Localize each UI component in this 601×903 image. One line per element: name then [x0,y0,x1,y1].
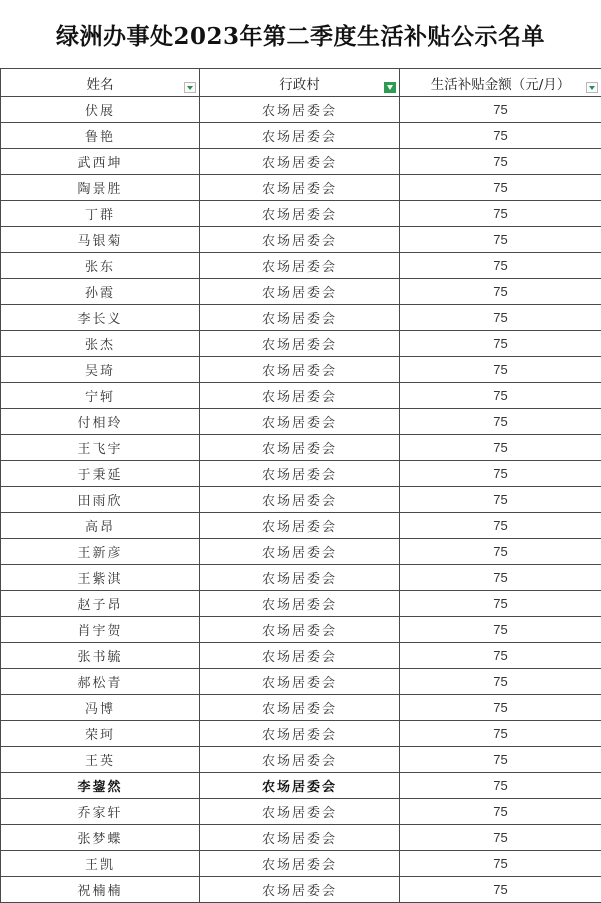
table-row [1,227,601,253]
cell-name[interactable]: 李长义 [1,305,200,331]
cell-amount[interactable]: 75 [400,721,601,747]
table-row [1,695,601,721]
cell-village[interactable]: 农场居委会 [200,305,400,331]
cell-name[interactable]: 张杰 [1,331,200,357]
table-row [1,331,601,357]
cell-name[interactable]: 王新彦 [1,539,200,565]
cell-village[interactable]: 农场居委会 [200,591,400,617]
column-header-name [1,69,200,97]
cell-amount[interactable]: 75 [400,695,601,721]
cell-name[interactable]: 郝松青 [1,669,200,695]
table-row [1,305,601,331]
cell-name[interactable]: 付相玲 [1,409,200,435]
cell-amount[interactable]: 75 [400,253,601,279]
cell-village[interactable]: 农场居委会 [200,773,400,799]
table-row [1,435,601,461]
cell-name[interactable]: 王飞宇 [1,435,200,461]
table-row [1,175,601,201]
table-row [1,617,601,643]
cell-amount[interactable]: 75 [400,539,601,565]
cell-village[interactable]: 农场居委会 [200,851,400,877]
cell-amount[interactable]: 75 [400,617,601,643]
cell-village[interactable]: 农场居委会 [200,825,400,851]
cell-name[interactable]: 荣珂 [1,721,200,747]
table-body [1,97,601,903]
cell-village[interactable]: 农场居委会 [200,565,400,591]
cell-amount[interactable]: 75 [400,877,601,903]
table-row [1,383,601,409]
filter-active-icon[interactable] [384,82,396,93]
table-row [1,643,601,669]
dropdown-arrow-icon[interactable] [586,82,598,93]
table-row [1,747,601,773]
table-row [1,539,601,565]
cell-village[interactable]: 农场居委会 [200,695,400,721]
cell-name[interactable]: 陶景胜 [1,175,200,201]
cell-village[interactable]: 农场居委会 [200,331,400,357]
table-row [1,123,601,149]
cell-village[interactable]: 农场居委会 [200,513,400,539]
cell-village[interactable]: 农场居委会 [200,721,400,747]
cell-amount[interactable]: 75 [400,773,601,799]
cell-amount[interactable]: 75 [400,201,601,227]
table-row [1,773,601,799]
subsidy-table [0,68,601,903]
cell-name[interactable]: 王英 [1,747,200,773]
cell-name[interactable]: 张梦蝶 [1,825,200,851]
cell-name[interactable]: 吴琦 [1,357,200,383]
cell-name[interactable]: 鲁艳 [1,123,200,149]
cell-village[interactable]: 农场居委会 [200,149,400,175]
cell-amount[interactable]: 75 [400,409,601,435]
column-header-name-label: 姓名 [87,77,114,93]
cell-amount[interactable]: 75 [400,97,601,123]
cell-amount[interactable]: 75 [400,279,601,305]
cell-village[interactable]: 农场居委会 [200,253,400,279]
cell-village[interactable]: 农场居委会 [200,747,400,773]
cell-amount[interactable]: 75 [400,149,601,175]
table-row [1,591,601,617]
dropdown-arrow-icon[interactable] [184,82,196,93]
cell-amount[interactable]: 75 [400,175,601,201]
cell-amount[interactable]: 75 [400,851,601,877]
cell-name[interactable]: 祝楠楠 [1,877,200,903]
cell-village[interactable]: 农场居委会 [200,227,400,253]
cell-village[interactable]: 农场居委会 [200,175,400,201]
cell-village[interactable]: 农场居委会 [200,409,400,435]
cell-village[interactable]: 农场居委会 [200,97,400,123]
cell-amount[interactable]: 75 [400,565,601,591]
cell-village[interactable]: 农场居委会 [200,877,400,903]
cell-amount[interactable]: 75 [400,123,601,149]
table-row [1,669,601,695]
cell-amount[interactable]: 75 [400,435,601,461]
cell-name[interactable]: 宁轲 [1,383,200,409]
cell-village[interactable]: 农场居委会 [200,201,400,227]
cell-village[interactable]: 农场居委会 [200,279,400,305]
cell-village[interactable]: 农场居委会 [200,617,400,643]
cell-name[interactable]: 田雨欣 [1,487,200,513]
cell-name[interactable]: 李鋆然 [1,773,200,799]
cell-name[interactable]: 乔家轩 [1,799,200,825]
cell-amount[interactable]: 75 [400,669,601,695]
cell-village[interactable]: 农场居委会 [200,669,400,695]
table-row [1,721,601,747]
cell-name[interactable]: 武西坤 [1,149,200,175]
table-row [1,825,601,851]
cell-name[interactable]: 张书毓 [1,643,200,669]
cell-name[interactable]: 张东 [1,253,200,279]
cell-village[interactable]: 农场居委会 [200,461,400,487]
cell-amount[interactable]: 75 [400,305,601,331]
cell-name[interactable]: 伏展 [1,97,200,123]
cell-name[interactable]: 丁群 [1,201,200,227]
cell-amount[interactable]: 75 [400,357,601,383]
table-row [1,565,601,591]
cell-amount[interactable]: 75 [400,591,601,617]
cell-name[interactable]: 肖宇贺 [1,617,200,643]
cell-name[interactable]: 赵子昂 [1,591,200,617]
cell-amount[interactable]: 75 [400,487,601,513]
column-header-village-label: 行政村 [279,77,320,93]
cell-name[interactable]: 王紫淇 [1,565,200,591]
cell-village[interactable]: 农场居委会 [200,383,400,409]
table-row [1,877,601,903]
table-row [1,357,601,383]
table-row [1,97,601,123]
column-header-village [200,69,400,97]
column-header-amount [400,69,601,97]
page-title: 绿洲办事处2023年第二季度生活补贴公示名单 [0,0,601,68]
cell-name[interactable]: 高昂 [1,513,200,539]
cell-name[interactable]: 王凯 [1,851,200,877]
cell-village[interactable]: 农场居委会 [200,487,400,513]
table-row [1,201,601,227]
cell-amount[interactable]: 75 [400,461,601,487]
table-row [1,487,601,513]
cell-amount[interactable]: 75 [400,331,601,357]
table-row [1,799,601,825]
cell-amount[interactable]: 75 [400,825,601,851]
table-row [1,409,601,435]
cell-village[interactable]: 农场居委会 [200,357,400,383]
cell-amount[interactable]: 75 [400,513,601,539]
table-row [1,461,601,487]
cell-village[interactable]: 农场居委会 [200,123,400,149]
table-row [1,149,601,175]
cell-amount[interactable]: 75 [400,383,601,409]
cell-name[interactable]: 冯博 [1,695,200,721]
column-header-amount-label: 生活补贴金额（元/月） [431,77,571,93]
cell-name[interactable]: 孙霞 [1,279,200,305]
cell-village[interactable]: 农场居委会 [200,435,400,461]
table-row [1,513,601,539]
cell-amount[interactable]: 75 [400,643,601,669]
cell-amount[interactable]: 75 [400,227,601,253]
cell-name[interactable]: 于秉延 [1,461,200,487]
header-row [1,69,601,97]
cell-village[interactable]: 农场居委会 [200,643,400,669]
cell-village[interactable]: 农场居委会 [200,539,400,565]
cell-name[interactable]: 马银菊 [1,227,200,253]
cell-village[interactable]: 农场居委会 [200,799,400,825]
cell-amount[interactable]: 75 [400,799,601,825]
table-row [1,253,601,279]
cell-amount[interactable]: 75 [400,747,601,773]
table-row [1,851,601,877]
table-row [1,279,601,305]
